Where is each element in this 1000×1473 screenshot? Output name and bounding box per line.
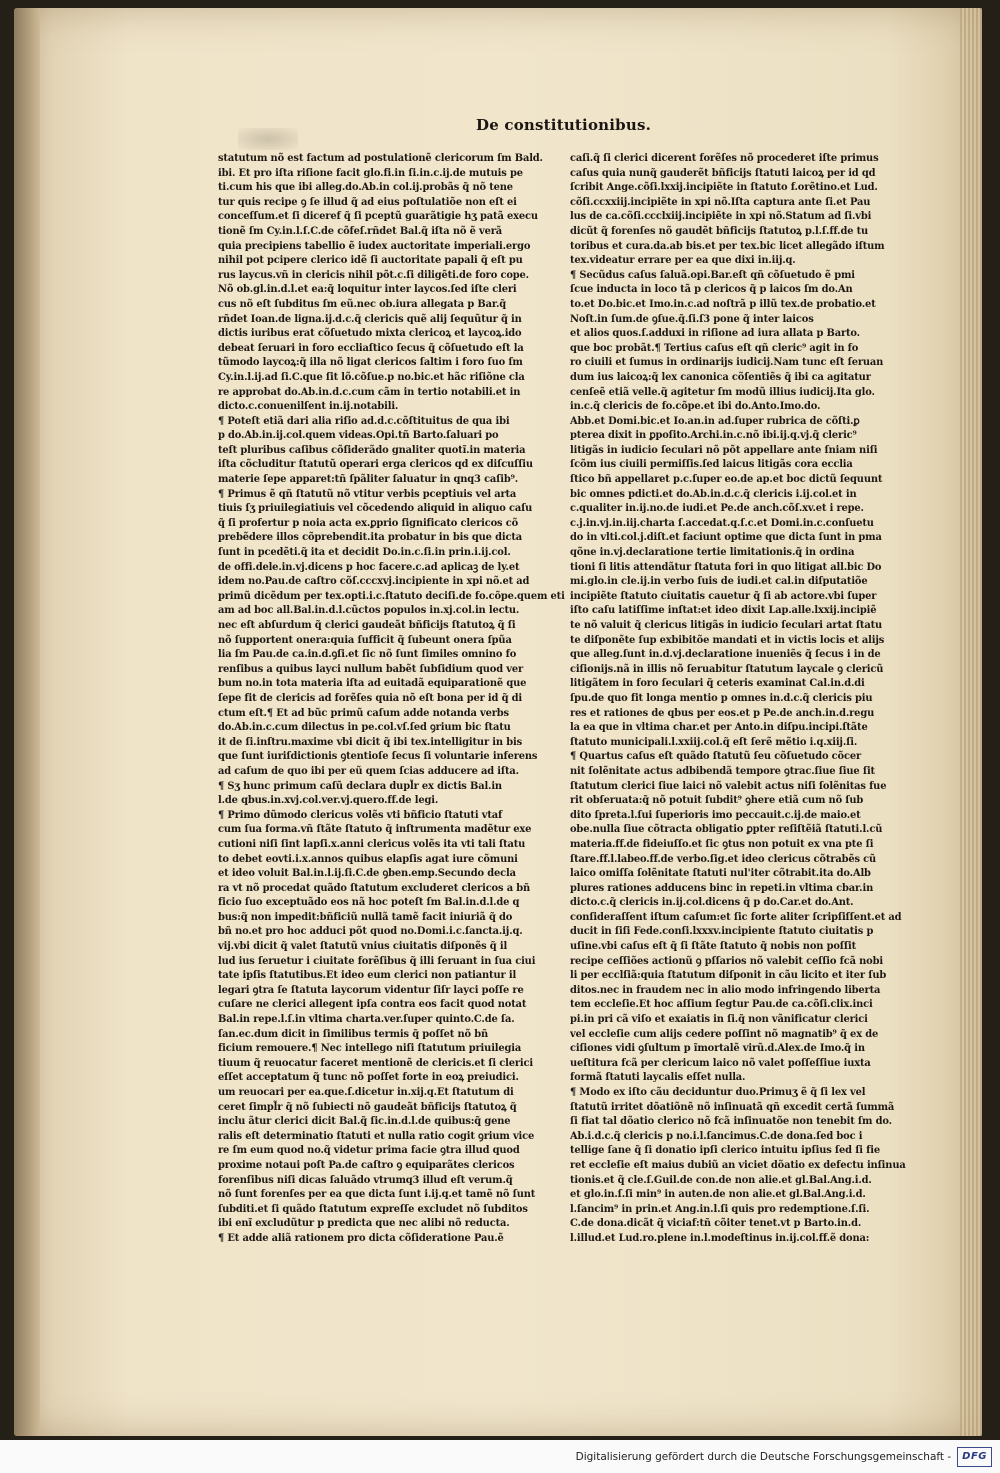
text-line: ¶ Quartus caſus eſt quãdo ſtatutũ ſeu cõſuetudo cõcer: [570, 751, 862, 763]
text-line: ra vt nõ procedat quãdo ſtatutum excluderet clericos a bñ: [218, 882, 531, 894]
text-line: tionis.et q̃ cle.ſ.Guil.de con.de non alie.et gl.Bal.Ang.i.d.: [570, 1174, 872, 1186]
running-header: De constitutionibus.: [476, 116, 652, 134]
text-line: ciſionijs.nã in illis nõ ſeruabitur ſtatutum laycale ꝯ clericũ: [570, 663, 884, 675]
text-line: ciſiones vidi ꝯſultum p ĩmortalẽ virũ.d.Alex.de Imo.q̃ in: [570, 1043, 865, 1055]
text-line: ſan.ec.dum dicit in ſimilibus termis q̃ poſſet nõ bñ: [218, 1028, 489, 1040]
text-line: cutioni niſi ſint lapſi.x.anni clericus volẽs ita vti tali ſtatu: [218, 838, 526, 850]
text-line: tiuis ſʒ priuilegiatiuis vel cõcedendo aliquid in aliquo caſu: [218, 503, 533, 515]
text-line: lus de ca.cõſi.ccclxiij.incipiẽte in xpi nõ.Statum ad ſi.vbi: [570, 211, 872, 223]
text-line: li per ecclſiã:quia ſtatutum diſponit in cãu licito et iter ſub: [570, 970, 887, 982]
text-line: ſpu.de quo fit longa mentio p omnes in.d.c.q̃ clericis piu: [570, 692, 873, 704]
text-line: Bal.in repe.l.ſ.in vltima charta.ver.ſuper quinto.C.de ſa.: [218, 1014, 515, 1026]
text-line: pi.in pri cã viſo et exaiatis in ſi.q̃ non vãnificatur clerici: [570, 1014, 868, 1026]
text-line: ibi enĩ excludũtur p predicta que nec alibi nõ reducta.: [218, 1218, 510, 1230]
text-line: idem no.Pau.de caſtro cõſ.cccxvj.incipiente in xpi nõ.et ad: [218, 576, 530, 588]
footer-credit-text: Digitalisierung gefördert durch die Deutsche Forschungsgemeinschaft -: [575, 1450, 952, 1463]
text-line: um reuocari per ea.que.ſ.dicetur in.xij.q.Et ſtatutum di: [218, 1087, 514, 1098]
text-line: tur quis recipe ꝯ ſe illud q̃ ad eius poſtulatiõe non eſt ei: [218, 196, 517, 208]
text-line: ficium remouere.¶ Nec intellego niſi ſtatutum priuilegia: [218, 1043, 522, 1055]
text-line: ad caſum de quo ibi per eũ quem ſcias adducere ad iſta.: [218, 765, 519, 777]
page-gutter: [14, 8, 40, 1436]
text-line: Abb.et Domi.bic.et Io.an.in ad.ſuper rubrica de cõſti.ꝑ: [570, 415, 860, 427]
text-line: dictis iuribus erat cõſuetudo mixta clericoꝝ et laycoꝝ.ido: [218, 328, 522, 340]
text-line: dito ſpreta.l.ſui ſuperioris imo peccauit.c.ij.de maio.et: [570, 809, 861, 821]
text-line: am ad boc all.Bal.in.d.l.cũctos populos in.xj.col.in lectu.: [218, 605, 520, 617]
text-line: bum no.in tota materia iſta ad euitadã equiparationẽ que: [218, 678, 527, 690]
text-line: ſtare.ff.l.labeo.ff.de verbo.ſig.et ideo clericus cõtrabẽs cũ: [570, 853, 877, 865]
text-line: Nõ ob.gl.in.d.l.et ea:q̃ loquitur inter laycos.ſed iſte cleri: [218, 284, 517, 296]
text-line: res et rationes de qbus per eos.et p Pe.de anch.in.d.regu: [570, 707, 875, 719]
text-line: tionẽ ſm Cy.in.l.ſ.C.de cõfeſ.rñdet Bal.q̃ iſta nõ ẽ verã: [218, 225, 503, 237]
text-line: dicto.c.q̃ clericis in.ij.col.dicens q̃ p do.Car.et do.Ant.: [570, 897, 854, 909]
text-line: rus laycus.vñ in clericis nihil põt.c.ſi diligẽti.de foro cope.: [218, 269, 529, 281]
text-line: statutum nõ est factum ad postulationẽ clericorum ſm Bald.: [218, 153, 543, 164]
text-line: re approbat do.Ab.in.d.c.cum cãm in tertio notabili.et in: [218, 386, 521, 398]
text-line: laico omiſſa ſolẽnitate ſtatuti nul'iter cõtrabit.ita do.Alb: [570, 868, 871, 880]
text-line: ſtatutum clerici ſiue laici nõ valebit actus niſi ſolẽnitas fue: [570, 780, 887, 792]
text-line: te diſponẽte ſup exbibitõe mandati et in victis locis et alijs: [570, 634, 885, 646]
text-line: ¶ Modo ex iſto cãu deciduntur duo.Primuʒ ẽ q̃ ſi lex vel: [570, 1087, 866, 1098]
text-line: dum ius laicoꝝ:q̃ lex canonica cõſentiẽs q̃ ibi ca agitatur: [570, 371, 871, 383]
text-line: ibi. Et pro iſta riſione facit glo.fi.in ſi.in.c.ij.de mutuis pe: [218, 167, 523, 179]
text-line: C.de dona.dicãt q̃ viciaf:tñ cõiter tenet.vt p Barto.in.d.: [570, 1218, 862, 1230]
text-line: caſus quia nunq̃ gauderẽt bñficijs ſtatuti laicoꝝ per id qd: [570, 167, 876, 179]
digitization-footer: [0, 1440, 1000, 1473]
text-line: ditos.nec in fraudem nec in alio modo infringendo liberta: [570, 984, 881, 996]
text-line: cum ſua forma.vñ ſtãte ſtatuto q̃ inſtrumenta madẽtur exe: [218, 824, 532, 836]
text-line: ti.cum his que ibi alleg.do.Ab.in col.ij.probãs q̃ nõ tene: [218, 182, 513, 194]
text-line: prebẽdere illos cõprebendit.ita probatur in bis que dicta: [218, 532, 522, 544]
text-line: legari ꝯtra ſe ſtatuta laycorum videntur ſiſr layci poſſe re: [218, 984, 524, 996]
text-line: ſepe fit de clericis ad forẽſes quia nõ eſt bona per id q̃ di: [218, 692, 522, 704]
text-line: mi.glo.in cle.ij.in verbo ſuis de iudi.et cal.in diſputatiõe: [570, 576, 868, 588]
text-line: rit obſeruata:q̃ nõ potuit ſubdit⁹ ꝯhere etiã cum nõ ſub: [570, 795, 864, 807]
text-line: bic omnes pdicti.et do.Ab.in.d.c.q̃ clericis i.ij.col.et in: [570, 488, 857, 500]
text-line: toribus et cura.da.ab bis.et per tex.bic licet allegãdo iſtum: [570, 240, 885, 252]
text-line: ſcribit Ange.cõſi.lxxij.incipiẽte in ſtatuto f.orẽtino.et Lud.: [570, 182, 878, 194]
text-line: re ſm eum quod no.q̃ videtur prima facie ꝯtra illud quod: [218, 1145, 520, 1157]
text-line: ſubditi.et ſi quãdo ſtatutum expreſſe excludet nõ ſubditos: [218, 1203, 528, 1215]
text-line: to debet eovti.i.x.annos quibus elapſis agat iure cõmuni: [218, 853, 518, 865]
text-line: in.c.q̃ clericis de fo.cõpe.et ibi do.Anto.Imo.do.: [570, 401, 821, 413]
text-line: que ſunt iuriſdictionis ꝯtentioſe ſecus ſi voluntarie inferens: [218, 751, 538, 763]
text-line: te nõ valuit q̃ clericus litigãs in iudicio ſeculari artat ſtatu: [570, 620, 883, 631]
text-line: caſi.q̃ ſi clerici dicerent forẽſes nõ procederet iſte primus: [570, 153, 879, 164]
text-line: primũ dicẽdum per tex.opti.i.c.ſtatuto deciſi.de fo.cõpe.quem eti: [218, 590, 565, 602]
text-line: litigãtem in foro ſeculari q̃ ceteris examinat Cal.in.d.di: [570, 678, 865, 690]
text-line: tem eccleſie.Et hoc aſſium ſegtur Pau.de ca.cõſi.clix.inci: [570, 999, 873, 1011]
text-line: inclu ãtur clerici dicit Bal.q̃ ſic.in.d.l.de quibus:q̃ gene: [218, 1116, 511, 1128]
text-line: nõ ſupportent onera:quia ſufficit q̃ ſubeunt onera ſpũa: [218, 634, 512, 646]
text-line: cõſi.ccxxiij.incipiẽte in xpi nõ.Iſta captura ante ſi.et Pau: [570, 196, 871, 208]
text-line: it de ſi.inſtru.maxime vbi dicit q̃ ibi tex.intelligitur in bis: [218, 736, 522, 748]
text-line: vij.vbi dicit q̃ valet ſtatutũ vnius ciuitatis diſponẽs q̃ il: [218, 941, 508, 953]
text-line: renſibus a quibus layci nullum babẽt ſubſidium quod ver: [218, 663, 524, 675]
text-line: ralis eſt determinatio ſtatuti et nulla ratio cogit ꝯrium vice: [218, 1130, 535, 1142]
text-line: c.qualiter in.ij.no.de iudi.et Pe.de anch.cõſ.xv.et i repe.: [570, 503, 864, 515]
text-line: l.ſancim⁹ in prin.et Ang.in.l.ſi quis pro redemptione.ſ.ſi.: [570, 1203, 870, 1215]
text-line: ¶ Primo dũmodo clericus volẽs vti bñficio ſtatuti vtaf: [218, 809, 503, 821]
text-line: ¶ Secũdus caſus ſaluã.opi.Bar.eſt qñ cõſuetudo ẽ pmi: [570, 269, 855, 281]
text-line: c.j.in.vj.in.iij.charta ſ.accedat.q.ſ.c.et Domi.in.c.conſuetu: [570, 517, 874, 529]
text-line: qõne in.vj.declaratione tertie limitationis.q̃ in ordina: [570, 547, 855, 559]
text-line: ¶ Et adde aliã rationem pro dicta cõſideratione Pau.ẽ: [218, 1232, 504, 1244]
text-line: q̃ ſi profertur p noia acta ex.ꝑprio ſignificato clericos cõ: [218, 517, 519, 529]
text-line: et ideo voluit Bal.in.l.ij.ſi.C.de ꝯben.emp.Secundo decla: [218, 868, 516, 880]
text-line: lud ius ſeruetur i ciuitate forẽſibus q̃ illi ſeruant in ſua ciui: [218, 955, 536, 967]
text-line: de offi.dele.in.vj.dicens p hoc facere.c.ad aplicaꝫ de ly.et: [218, 561, 520, 573]
page-fore-edge: [960, 8, 982, 1436]
text-line: ſcõm ius ciuili permiſſis.ſed laicus litigãs cora ecclia: [570, 459, 853, 471]
text-line: Cy.in.l.ij.ad ſi.C.que ſit lõ.cõſue.p no.bic.et hãc riſiõne cla: [218, 371, 525, 383]
text-line: tex.videatur errare per ea que dixi in.iij.q.: [570, 255, 796, 267]
text-line: tioni ſi litis attendãtur ſtatuta fori in quo litigat all.bic Do: [570, 561, 882, 573]
text-line: uſine.vbi caſus eſt q̃ ſi ſtãte ſtatuto q̃ nobis non poſſit: [570, 941, 856, 953]
text-line: plures rationes adducens binc in repeti.in vltima cbar.in: [570, 882, 874, 894]
text-line: obe.nulla ſiue cõtracta obligatio ꝑpter reſiſtẽiã ſtatuti.l.cũ: [570, 824, 883, 836]
text-line: materie ſepe apparet:tñ ſpãliter ſaluatur in qnq3 caſib⁹.: [218, 474, 519, 486]
text-line: rñdet Ioan.de ligna.ij.d.c.q̃ clericis quẽ alij ſequũtur q̃ in: [218, 313, 522, 325]
text-line: ſtatutũ irritet dõatiõnẽ nõ inſinuatã qñ excedit certã ſummã: [570, 1101, 895, 1113]
text-line: tũmodo laycoꝝ:q̃ illa nõ ligat clericos ſaltim i foro ſuo ſm: [218, 357, 523, 369]
text-line: ¶ Poteſt etiã dari alia riſio ad.d.c.cõſtituitus de qua ibi: [218, 415, 510, 427]
text-line: conceſſum.et ſi diceref q̃ ſi pceptũ guarãtigie hʒ patã execu: [218, 211, 538, 223]
text-line: nõ ſunt forenſes per ea que dicta ſunt i.ij.q.et tamẽ nõ ſunt: [218, 1189, 536, 1201]
ink-smudge: [238, 128, 298, 150]
text-line: cus nõ eſt ſubditus ſm eũ.nec ob.iura allegata p Bar.q̃: [218, 298, 507, 310]
text-line: nit ſolẽnitate actus adbibendã tempore ꝯtrac.ſiue ſiue ſit: [570, 765, 875, 777]
text-line: ſunt in pcedẽti.q̃ ita et decidit Do.in.c.ſi.in prin.i.ij.col.: [218, 547, 511, 559]
text-line: et alios quos.ſ.adduxi in riſione ad iura allata p Barto.: [570, 328, 860, 340]
text-line: iſto caſu latiſſime inſtat:et ideo dixit Lap.alle.lxxij.incipiẽ: [570, 605, 877, 617]
text-line: tellige ſane q̃ ſi donatio ipſi clerico intuitu ipſius ſed ſi fie: [570, 1145, 881, 1157]
text-line: p do.Ab.in.ij.col.quem videas.Opi.tñ Barto.ſaluari po: [218, 430, 499, 442]
text-line: ¶ Primus ẽ qñ ſtatutũ nõ vtitur verbis pceptiuis vel arta: [218, 488, 517, 500]
text-line: que boc probãt.¶ Tertius caſus eſt qñ cleric⁹ agit in fo: [570, 342, 859, 354]
text-line: tiuum q̃ reuocatur faceret mentionẽ de clericis.et ſi clerici: [218, 1057, 533, 1069]
text-line: dicũt q̃ forenſes nõ gaudẽt bñficijs ſtatutoꝝ p.l.ſ.ff.de tu: [570, 225, 869, 237]
text-line: que alleg.ſunt in.d.vj.declaratione inueniẽs q̃ ſecus i in de: [570, 649, 881, 661]
text-line: do.Ab.in.c.cum dilectus in pe.col.vſ.ſed ꝯrium bic ſtatu: [218, 722, 511, 734]
text-column-left: [218, 152, 565, 1244]
text-line: ſtatuto municipali.l.xxiij.col.q̃ eſt ſerẽ mẽtio i.q.xiij.ſi.: [570, 736, 858, 748]
text-line: ducit in ſiſi Fede.conſi.lxxxv.incipiente ſtatuto ciuitatis p: [570, 926, 874, 938]
text-line: debeat ſeruari in foro eccliaſtico ſecus q̃ cõſuetudo eſt la: [218, 342, 524, 354]
text-line: et glo.in.ſ.ſi min⁹ in auten.de non alie.et gl.Bal.Ang.i.d.: [570, 1189, 866, 1201]
text-line: materia.ff.de fideiuſſo.et ſic ꝯtus non potuit ex vna pte ſi: [570, 838, 874, 850]
dfg-logo: DFG: [957, 1447, 992, 1467]
text-line: bus:q̃ non impedit:bñficiũ nullã tamẽ facit iniuriã q̃ do: [218, 911, 513, 923]
text-line: do in vlti.col.j.diſt.et faciunt optime que dicta ſunt in pma: [570, 532, 882, 544]
text-line: ſi fiat tal dõatio clerico nõ fcã inſinuatõe non tenebit ſm do.: [570, 1116, 892, 1128]
text-line: ueſtitura fcã per clericum laico nõ valet poſſeſſiue iuxta: [570, 1057, 871, 1069]
text-line: bñ no.et pro hoc adduci põt quod no.Domi.i.c.ſancta.ij.q.: [218, 926, 523, 938]
text-line: proxime notaui poſt Pa.de caſtro ꝯ equiparãtes clericos: [218, 1159, 515, 1171]
text-line: incipiẽte ſtatuto ciuitatis cauetur q̃ ſi ab actore.vbi ſuper: [570, 590, 877, 602]
text-line: eſſet acceptatum q̃ tunc nõ poſſet forte in eoꝝ preiudici.: [218, 1072, 519, 1084]
text-line: Ab.i.d.c.q̃ clericis p no.i.l.ſancimus.C.de dona.ſed boc i: [570, 1130, 863, 1142]
text-line: ſcue inducta in loco tã p clericos q̃ p laicos ſm do.An: [570, 284, 853, 296]
text-line: ceret ſimpl̃r q̃ nõ ſubiecti nõ gaudeãt bñficijs ſtatutoꝝ q̃: [218, 1101, 517, 1113]
text-line: ¶ Sʒ hunc primum caſũ declara dupl̃r ex dictis Bal.in: [218, 780, 502, 792]
text-column-right: [570, 152, 910, 1244]
text-line: conſideraſſent iſtum caſum:et ſic forte aliter ſcripſiſſent.et ad: [570, 911, 902, 923]
text-line: ro ciuili et ſumus in ordinarijs iudicij.Nam tunc eſt ſeruan: [570, 357, 884, 369]
text-line: Noſt.in ſum.de ꝯſue.q̃.ſi.ſ3 pone q̃ inter laicos: [570, 313, 814, 325]
text-line: formã ſtatuti laycalis eſſet nulla.: [570, 1072, 746, 1084]
text-line: ſtico bñ appellaret p.c.ſuper eo.de ap.et boc dictũ ſequunt: [570, 474, 883, 486]
text-line: l.de qbus.in.xvj.col.ver.vj.quero.ff.de legi.: [218, 795, 439, 807]
text-line: cenſeẽ etiã velle.q̃ agitetur ſm modũ illius iudicij.Ita glo.: [570, 386, 875, 398]
text-line: vel eccleſie cum alijs cedere poſſint nõ magnatib⁹ q̃ ex de: [570, 1028, 879, 1040]
text-line: ret eccleſie eſt maius dubiũ an viciet dõatio ex defectu inſinua: [570, 1159, 906, 1171]
text-line: dicto.c.conuenilſent in.ij.notabili.: [218, 401, 399, 413]
text-line: ctum eſt.¶ Et ad bũc primũ caſum adde notanda verbs: [218, 707, 509, 719]
text-line: pterea dixit in ꝑpoſito.Archi.in.c.nõ ibi.ij.q.vj.q̃ cleric⁹: [570, 430, 857, 442]
text-line: nec eſt abſurdum q̃ clerici gaudeãt bñficijs ſtatutoꝝ q̃ ſi: [218, 620, 516, 631]
text-line: lia ſm Pau.de ca.in.d.ꝯſi.et ſic nõ ſunt ſimiles omnino fo: [218, 649, 517, 661]
text-line: la ea que in vltima char.et per Anto.in diſpu.incipi.ſtãte: [570, 722, 868, 734]
text-line: litigãs in iudicio ſeculari nõ põt appellare ante ſniam niſi: [570, 444, 878, 456]
text-line: teſt pluribus caſibus cõſiderãdo gnaliter quotĩ.in materia: [218, 444, 526, 456]
text-line: quia precipiens tabellio ẽ iudex auctoritate imperiali.ergo: [218, 240, 531, 252]
text-line: iſta cõcluditur ſtatutũ operari erga clericos qd ex diſcuſſiu: [218, 459, 533, 471]
text-line: tate ipſis ſtatutibus.Et ideo eum clerici non patiantur il: [218, 970, 517, 982]
text-line: l.illud.et Lud.ro.plene in.l.modeſtinus in.ij.col.ff.ẽ dona:: [570, 1232, 870, 1244]
text-line: forenſibus niſi dicas ſaluãdo vtrumq3 illud eſt verum.q̃: [218, 1174, 513, 1186]
text-line: ficio ſuo exceptuãdo eos nã hoc poteſt ſm Bal.in.d.l.de q: [218, 897, 520, 909]
text-line: cuſare ne clerici allegent ipſa contra eos facit quod notat: [218, 999, 527, 1011]
text-line: nihil pot pcipere clerico idẽ ſi auctoritate papali q̃ eſt pu: [218, 255, 523, 267]
text-line: to.et Do.bic.et Imo.in.c.ad noſtrã p illũ tex.de probatio.et: [570, 298, 876, 310]
text-line: recipe ceſſiões actionũ ꝯ pſſarios nõ valebit ceſſio fcã nobi: [570, 955, 883, 967]
